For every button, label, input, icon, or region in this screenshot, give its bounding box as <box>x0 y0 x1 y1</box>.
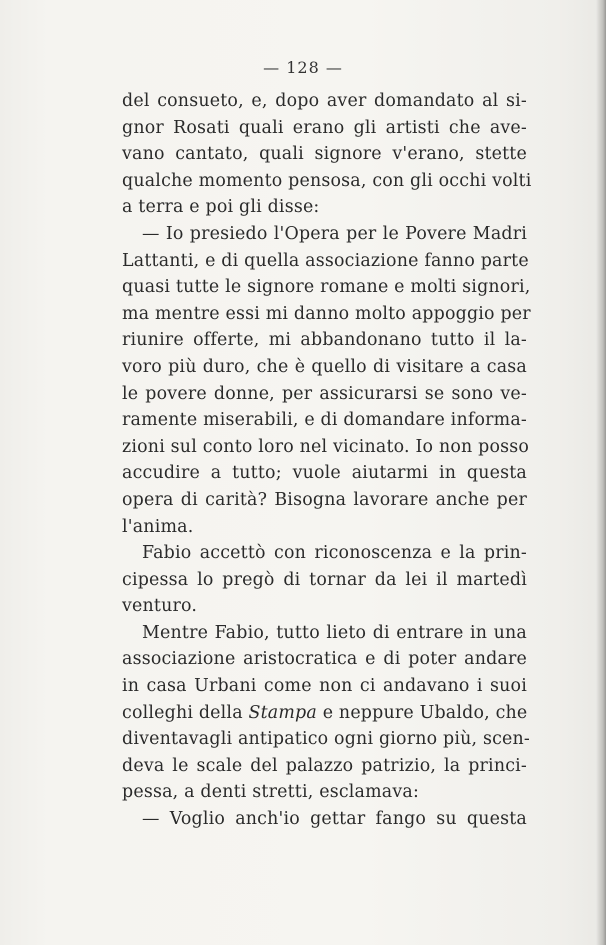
text-line: zioni sul conto loro nel vicinato. Io non posso <box>122 436 530 457</box>
text-line: cipessa lo pregò di tornar da lei il martedì <box>122 569 527 590</box>
text-line: deva le scale del palazzo patrizio, la princi- <box>122 755 527 776</box>
text-line: a terra e poi gli disse: <box>122 197 320 218</box>
text-line: Fabio accettò con riconoscenza e la prin- <box>142 543 527 564</box>
text-line: diventavagli antipatico ogni giorno più, scen- <box>122 729 531 750</box>
text-line: Lattanti, e di quella associazione fanno parte <box>122 250 529 271</box>
text-fragment: colleghi della <box>122 702 249 723</box>
text-line: — Io presiedo l'Opera per le Povere Madri <box>142 223 527 244</box>
text-line: le povere donne, per assicurarsi se sono ve- <box>122 383 527 404</box>
text-line: pessa, a denti stretti, esclamava: <box>122 782 420 803</box>
page-edge-shadow <box>596 0 606 945</box>
text-line: ramente miserabili, e di domandare informa- <box>122 410 527 431</box>
text-line: gnor Rosati quali erano gli artisti che ave- <box>122 117 527 138</box>
text-line: opera di carità? Bisogna lavorare anche per <box>122 489 527 510</box>
text-line: voro più duro, che è quello di visitare a casa <box>122 356 527 377</box>
text-line: qualche momento pensosa, con gli occhi volti <box>122 170 532 191</box>
text-line: accudire a tutto; vuole aiutarmi in questa <box>122 463 527 484</box>
text-line: l'anima. <box>122 516 194 537</box>
text-line: del consueto, e, dopo aver domandato al si- <box>122 91 527 111</box>
text-line: venturo. <box>122 596 198 617</box>
text-line: vano cantato, quali signore v'erano, stette <box>122 144 527 165</box>
text-line: in casa Urbani come non ci andavano i suoi <box>122 676 527 697</box>
italic-title: Stampa <box>248 702 317 723</box>
text-line: associazione aristocratica e di poter andare <box>122 649 527 670</box>
text-line: quasi tutte le signore romane e molti signori, <box>122 277 531 298</box>
page-number: — 128 — <box>263 58 343 77</box>
text-line: ma mentre essi mi danno molto appoggio per <box>122 303 531 324</box>
text-line: Mentre Fabio, tutto lieto di entrare in una <box>142 622 527 643</box>
text-line: riunire offerte, mi abbandonano tutto il la- <box>122 330 527 351</box>
body-text <box>122 88 532 833</box>
text-fragment: e neppure Ubaldo, che <box>316 702 528 723</box>
text-line: — Voglio anch'io gettar fango su questa <box>142 809 527 830</box>
text-line <box>122 700 527 727</box>
